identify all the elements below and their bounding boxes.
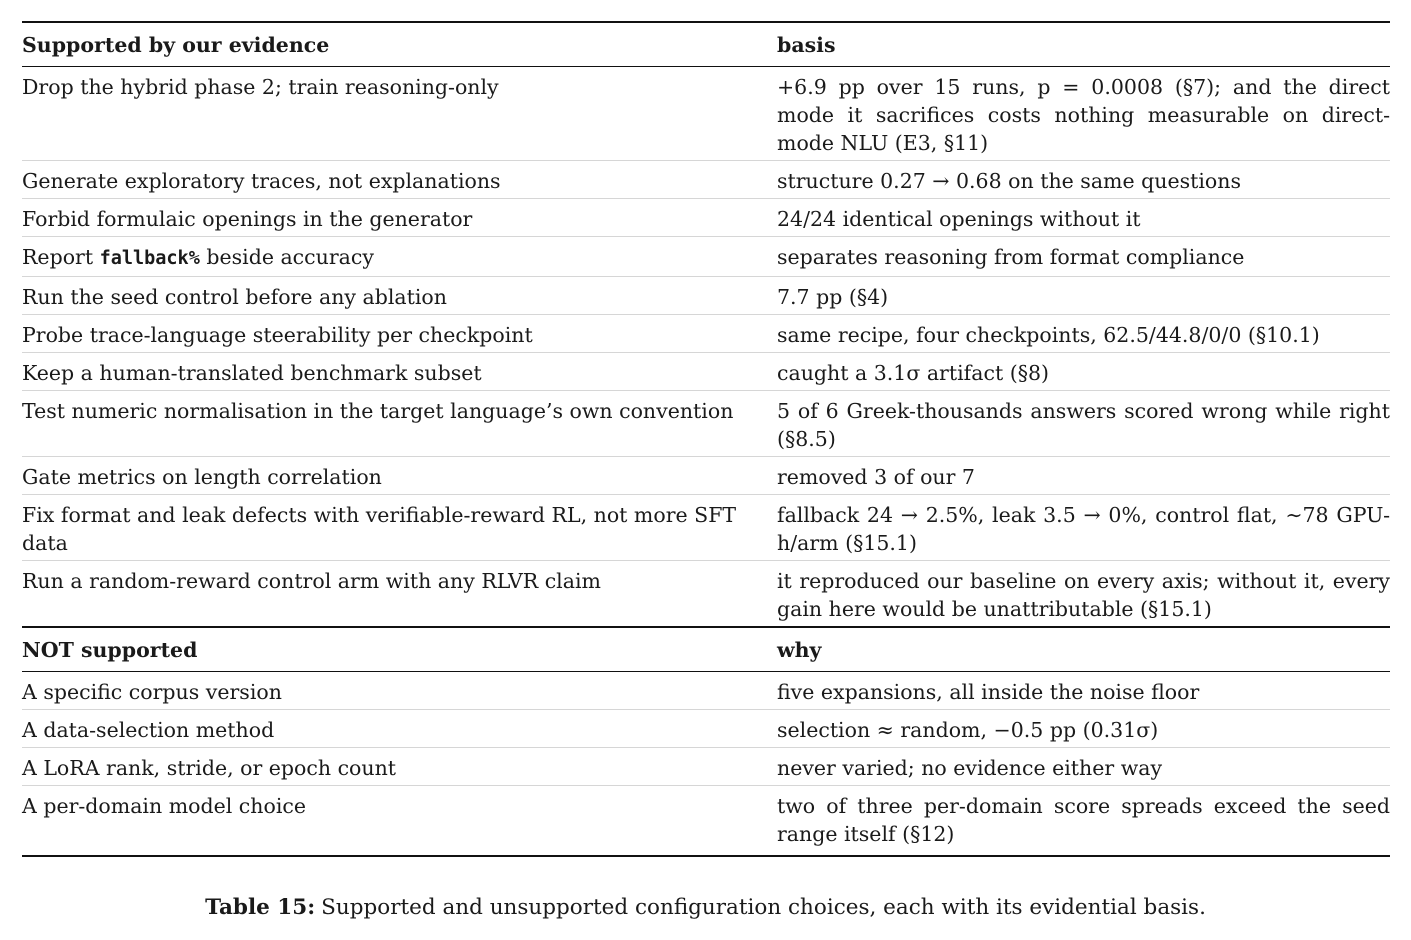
choice-text: Forbid formulaic openings in the generator [22, 207, 473, 231]
basis-cell: 24/24 identical openings without it [777, 199, 1390, 237]
choice-cell [22, 561, 777, 628]
choice-cell: A specific corpus version [22, 672, 777, 710]
basis-cell: same recipe, four checkpoints, 62.5/44.8/0/0 (§10.1) [777, 315, 1390, 353]
table-row [22, 710, 1390, 748]
choice-cell [22, 277, 777, 315]
choice-cell [22, 353, 777, 391]
choice-cell: A data-selection method [22, 710, 777, 748]
choice-cell [22, 67, 777, 161]
code-fallback-term: fallback% [99, 248, 200, 269]
choice-cell [22, 161, 777, 199]
reason-cell: never varied; no evidence either way [777, 748, 1390, 786]
basis-cell: it reproduced our baseline on every axis; without it, every gain here would be unattributable (§15.1) [777, 569, 1390, 621]
unsupported-header-right: why [777, 627, 1390, 672]
choice-text-suffix: beside accuracy [199, 245, 374, 269]
choice-cell [22, 457, 777, 495]
basis-cell: removed 3 of our 7 [777, 457, 1390, 495]
table-row [22, 353, 1390, 391]
table-row [22, 277, 1390, 315]
supported-header-row [22, 22, 1390, 67]
choice-cell: A per-domain model choice [22, 786, 777, 857]
reason-cell: selection ≈ random, −0.5 pp (0.31σ) [777, 710, 1390, 748]
reason-cell: five expansions, all inside the noise floor [777, 672, 1390, 710]
choice-text: Gate metrics on length correlation [22, 465, 382, 489]
caption-text: Supported and unsupported configuration choices, each with its evidential basis. [321, 895, 1206, 920]
choice-text: Fix format and leak defects with verifiable-reward RL, not more SFT data [22, 503, 737, 555]
table-row [22, 786, 1390, 857]
basis-cell: +6.9 pp over 15 runs, p = 0.0008 (§7); and the direct mode it sacrifices costs nothing measurable on direct-mode NLU (E3, §11) [777, 67, 1390, 161]
choice-text: Run a random-reward control arm with any RLVR claim [22, 569, 601, 593]
choice-cell [22, 199, 777, 237]
table-row [22, 561, 1390, 628]
table-row [22, 237, 1390, 277]
table-row [22, 199, 1390, 237]
unsupported-header-left: NOT supported [22, 627, 777, 672]
basis-cell: separates reasoning from format compliance [777, 237, 1390, 277]
table-row [22, 67, 1390, 161]
table-row [22, 315, 1390, 353]
basis-cell: 7.7 pp (§4) [777, 277, 1390, 315]
table-row [22, 672, 1390, 710]
choice-cell [22, 391, 777, 457]
basis-cell: fallback 24 → 2.5%, leak 3.5 → 0%, control flat, ∼78 GPU-h/arm (§15.1) [777, 495, 1390, 561]
choice-text: Report [22, 245, 100, 269]
choice-text: Run the seed control before any ablation [22, 285, 447, 309]
choice-text: Test numeric normalisation in the target language’s own convention [22, 399, 734, 423]
choice-cell [22, 315, 777, 353]
table-caption [0, 895, 1411, 920]
choice-text: Generate exploratory traces, not explanations [22, 169, 501, 193]
table-row [22, 748, 1390, 786]
basis-cell: structure 0.27 → 0.68 on the same questions [777, 161, 1390, 199]
config-choices-table [22, 21, 1390, 857]
basis-cell: 5 of 6 Greek-thousands answers scored wrong while right (§8.5) [777, 391, 1390, 457]
table-row [22, 391, 1390, 457]
supported-header-right: basis [777, 22, 1390, 67]
choice-text: Drop the hybrid phase 2; train reasoning-only [22, 75, 499, 99]
unsupported-header-row [22, 627, 1390, 672]
supported-header-left: Supported by our evidence [22, 22, 777, 67]
table-row [22, 495, 1390, 561]
config-choices-table-container [22, 21, 1390, 857]
caption-label: Table 15: [205, 895, 316, 920]
table-row [22, 457, 1390, 495]
table-row [22, 161, 1390, 199]
choice-cell: A LoRA rank, stride, or epoch count [22, 748, 777, 786]
reason-cell: two of three per-domain score spreads exceed the seed range itself (§12) [777, 786, 1390, 857]
basis-cell: caught a 3.1σ artifact (§8) [777, 353, 1390, 391]
choice-text: Probe trace-language steerability per checkpoint [22, 323, 533, 347]
choice-text: Keep a human-translated benchmark subset [22, 361, 482, 385]
choice-cell [22, 495, 777, 561]
choice-cell [22, 237, 777, 277]
